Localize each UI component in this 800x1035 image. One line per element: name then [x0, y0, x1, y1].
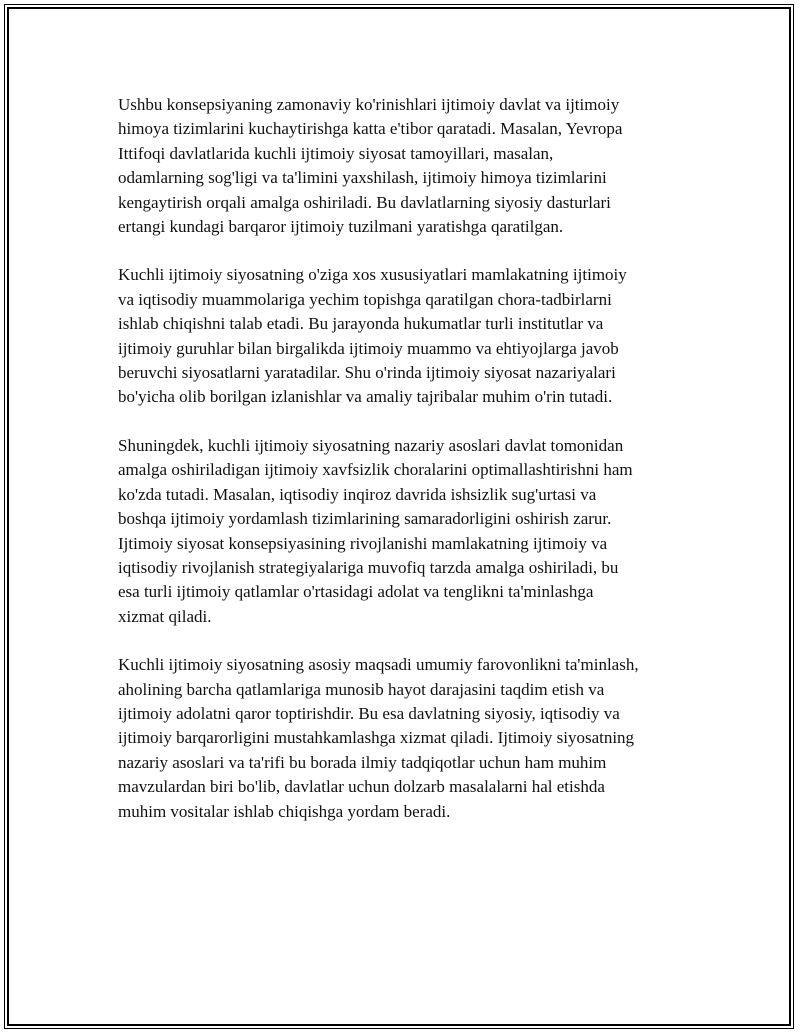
- text-line: va iqtisodiy muammolariga yechim topishga qaratilgan chora-tadbirlarni: [118, 289, 612, 309]
- text-line: Ittifoqi davlatlarida kuchli ijtimoiy siyosat tamoyillari, masalan,: [118, 143, 554, 163]
- text-line: ijtimoiy barqarorligini mustahkamlashga xizmat qiladi. Ijtimoiy siyosatning: [118, 728, 635, 748]
- text-line: muhim vositalar ishlab chiqishga yordam beradi.: [118, 801, 451, 821]
- text-line: bo'yicha olib borilgan izlanishlar va amaliy tajribalar muhim o'rin tutadi.: [118, 387, 613, 407]
- text-line: Ushbu konsepsiyaning zamonaviy ko'rinishlari ijtimoiy davlat va ijtimoiy: [118, 95, 620, 114]
- text-line: beruvchi siyosatlarni yaratadilar. Shu o'rinda ijtimoiy siyosat nazariyalari: [118, 363, 616, 383]
- paragraph-3: [118, 434, 708, 629]
- text-line: Kuchli ijtimoiy siyosatning asosiy maqsadi umumiy farovonlikni ta'minlash,: [118, 655, 639, 675]
- text-line: nazariy asoslari va ta'rifi bu borada ilmiy tadqiqotlar uchun ham muhim: [118, 752, 607, 772]
- text-line: odamlarning sog'ligi va ta'limini yaxshilash, ijtimoiy himoya tizimlarini: [118, 168, 607, 188]
- text-line: aholining barcha qatlamlariga munosib hayot darajasini taqdim etish va: [118, 679, 605, 699]
- text-line: Kuchli ijtimoiy siyosatning o'ziga xos xususiyatlari mamlakatning ijtimoiy: [118, 265, 627, 285]
- text-line: ertangi kundagi barqaror ijtimoiy tuzilmani yaratishga qaratilgan.: [118, 217, 564, 237]
- paragraph-1: [118, 93, 708, 239]
- text-line: himoya tizimlarini kuchaytirishga katta e'tibor qaratadi. Masalan, Yevropa: [118, 119, 623, 139]
- document-body: [118, 93, 708, 848]
- text-line: Shuningdek, kuchli ijtimoiy siyosatning nazariy asoslari davlat tomonidan: [118, 435, 624, 455]
- paragraph-4: [118, 653, 708, 824]
- text-line: Ijtimoiy siyosat konsepsiyasining rivojlanishi mamlakatning ijtimoiy va: [118, 533, 608, 553]
- text-line: iqtisodiy rivojlanish strategiyalariga muvofiq tarzda amalga oshiriladi, bu: [118, 557, 619, 577]
- text-line: ijtimoiy guruhlar bilan birgalikda ijtimoiy muammo va ehtiyojlarga javob: [118, 338, 619, 358]
- paragraph-2: [118, 263, 708, 409]
- text-line: ijtimoiy adolatni qaror toptirishdir. Bu esa davlatning siyosiy, iqtisodiy va: [118, 703, 620, 723]
- text-line: mavzulardan biri bo'lib, davlatlar uchun dolzarb masalalarni hal etishda: [118, 777, 605, 797]
- text-line: esa turli ijtimoiy qatlamlar o'rtasidagi adolat va tenglikni ta'minlashga: [118, 582, 594, 602]
- text-line: boshqa ijtimoiy yordamlash tizimlarining samaradorligini oshirish zarur.: [118, 509, 612, 529]
- text-line: kengaytirish orqali amalga oshiriladi. Bu davlatlarning siyosiy dasturlari: [118, 192, 611, 212]
- text-line: ko'zda tutadi. Masalan, iqtisodiy inqiroz davrida ishsizlik sug'urtasi va: [118, 484, 597, 504]
- text-line: ishlab chiqishni talab etadi. Bu jarayonda hukumatlar turli institutlar va: [118, 314, 604, 334]
- text-line: xizmat qiladi.: [118, 606, 212, 626]
- text-line: amalga oshiriladigan ijtimoiy xavfsizlik choralarini optimallashtirishni ham: [118, 460, 633, 480]
